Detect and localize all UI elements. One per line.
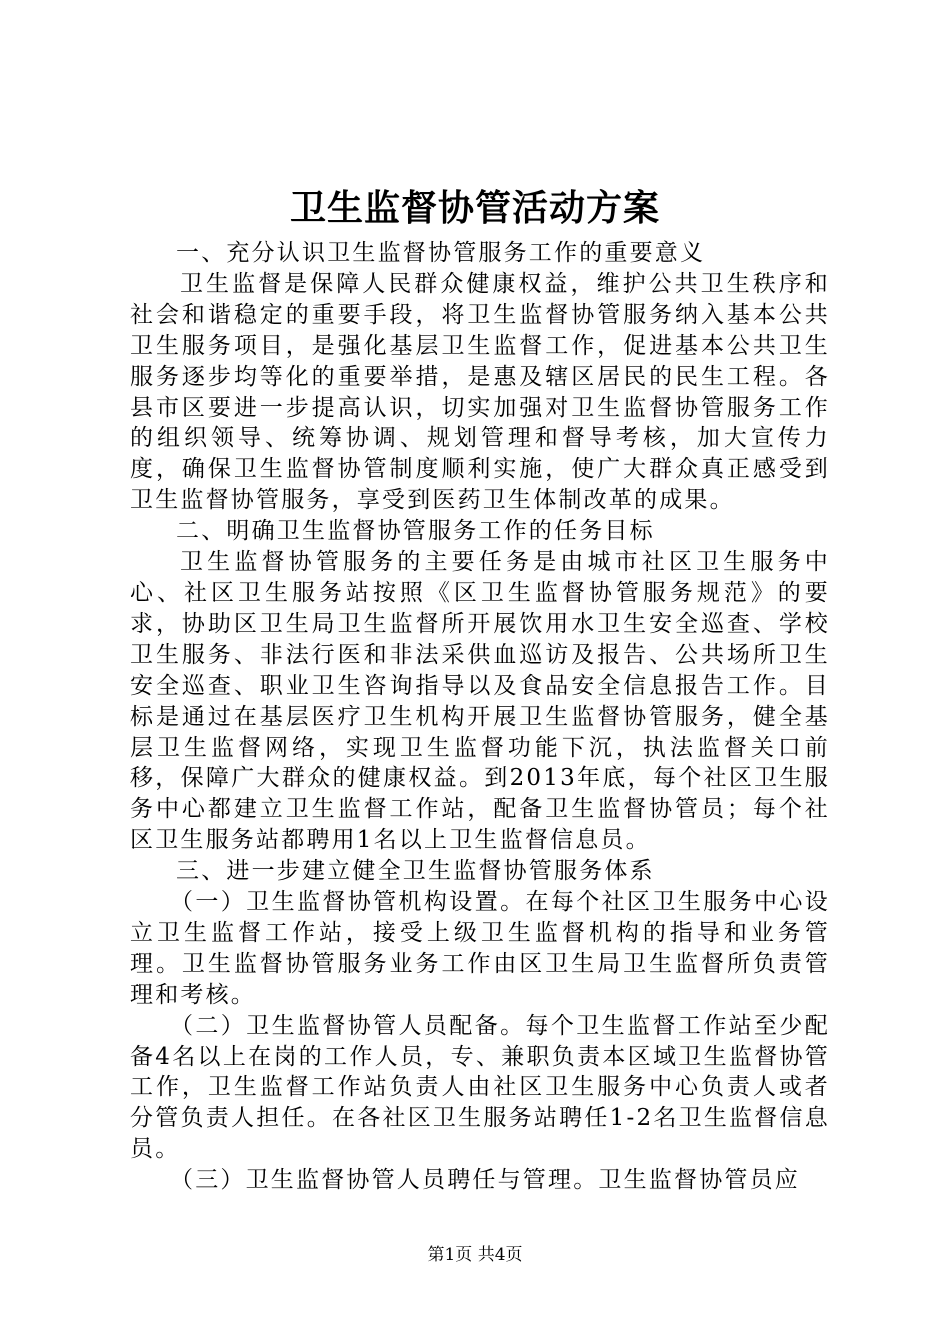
subsection-1: （一）卫生监督协管机构设置。在每个社区卫生服务中心设立卫生监督工作站，接受上级卫生监督机构的指导和业务管理。卫生监督协管服务业务工作由区卫生局卫生监督所负责管理和考核。 bbox=[130, 889, 830, 1008]
document-body bbox=[130, 238, 830, 1196]
subsection-2: （二）卫生监督协管人员配备。每个卫生监督工作站至少配备4名以上在岗的工作人员，专、兼职负责本区域卫生监督协管工作，卫生监督工作站负责人由社区卫生服务中心负责人或者分管负责人担任。在各社区卫生服务站聘任1-2名卫生监督信息员。 bbox=[130, 1012, 830, 1163]
paragraph-2: 卫生监督协管服务的主要任务是由城市社区卫生服务中心、社区卫生服务站按照《区卫生监督协管服务规范》的要求，协助区卫生局卫生监督所开展饮用水卫生安全巡查、学校卫生服务、非法行医和非法采供血巡访及报告、公共场所卫生安全巡查、职业卫生咨询指导以及食品安全信息报告工作。目标是通过在基层医疗卫生机构开展卫生监督协管服务，健全基层卫生监督网络，实现卫生监督功能下沉，执法监督关口前移，保障广大群众的健康权益。到2013年底，每个社区卫生服务中心都建立卫生监督工作站，配备卫生监督协管员；每个社区卫生服务站都聘用1名以上卫生监督信息员。 bbox=[130, 549, 830, 854]
section-heading-3: 三、进一步建立健全卫生监督协管服务体系 bbox=[176, 858, 655, 885]
page-footer: 第1页 共4页 bbox=[427, 1245, 523, 1265]
subsection-3: （三）卫生监督协管人员聘任与管理。卫生监督协管员应 bbox=[170, 1167, 800, 1194]
section-heading-2: 二、明确卫生监督协管服务工作的任务目标 bbox=[176, 518, 655, 545]
paragraph-1: 卫生监督是保障人民群众健康权益，维护公共卫生秩序和社会和谐稳定的重要手段，将卫生监督协管服务纳入基本公共卫生服务项目，是强化基层卫生监督工作，促进基本公共卫生服务逐步均等化的重要举措，是惠及辖区居民的民生工程。各县市区要进一步提高认识，切实加强对卫生监督协管服务工作的组织领导、统筹协调、规划管理和督导考核，加大宣传力度，确保卫生监督协管制度顺利实施，使广大群众真正感受到卫生监督协管服务，享受到医药卫生体制改革的成果。 bbox=[130, 270, 830, 514]
document-title: 卫生监督协管活动方案 bbox=[289, 187, 660, 229]
section-heading-1: 一、充分认识卫生监督协管服务工作的重要意义 bbox=[176, 240, 706, 266]
